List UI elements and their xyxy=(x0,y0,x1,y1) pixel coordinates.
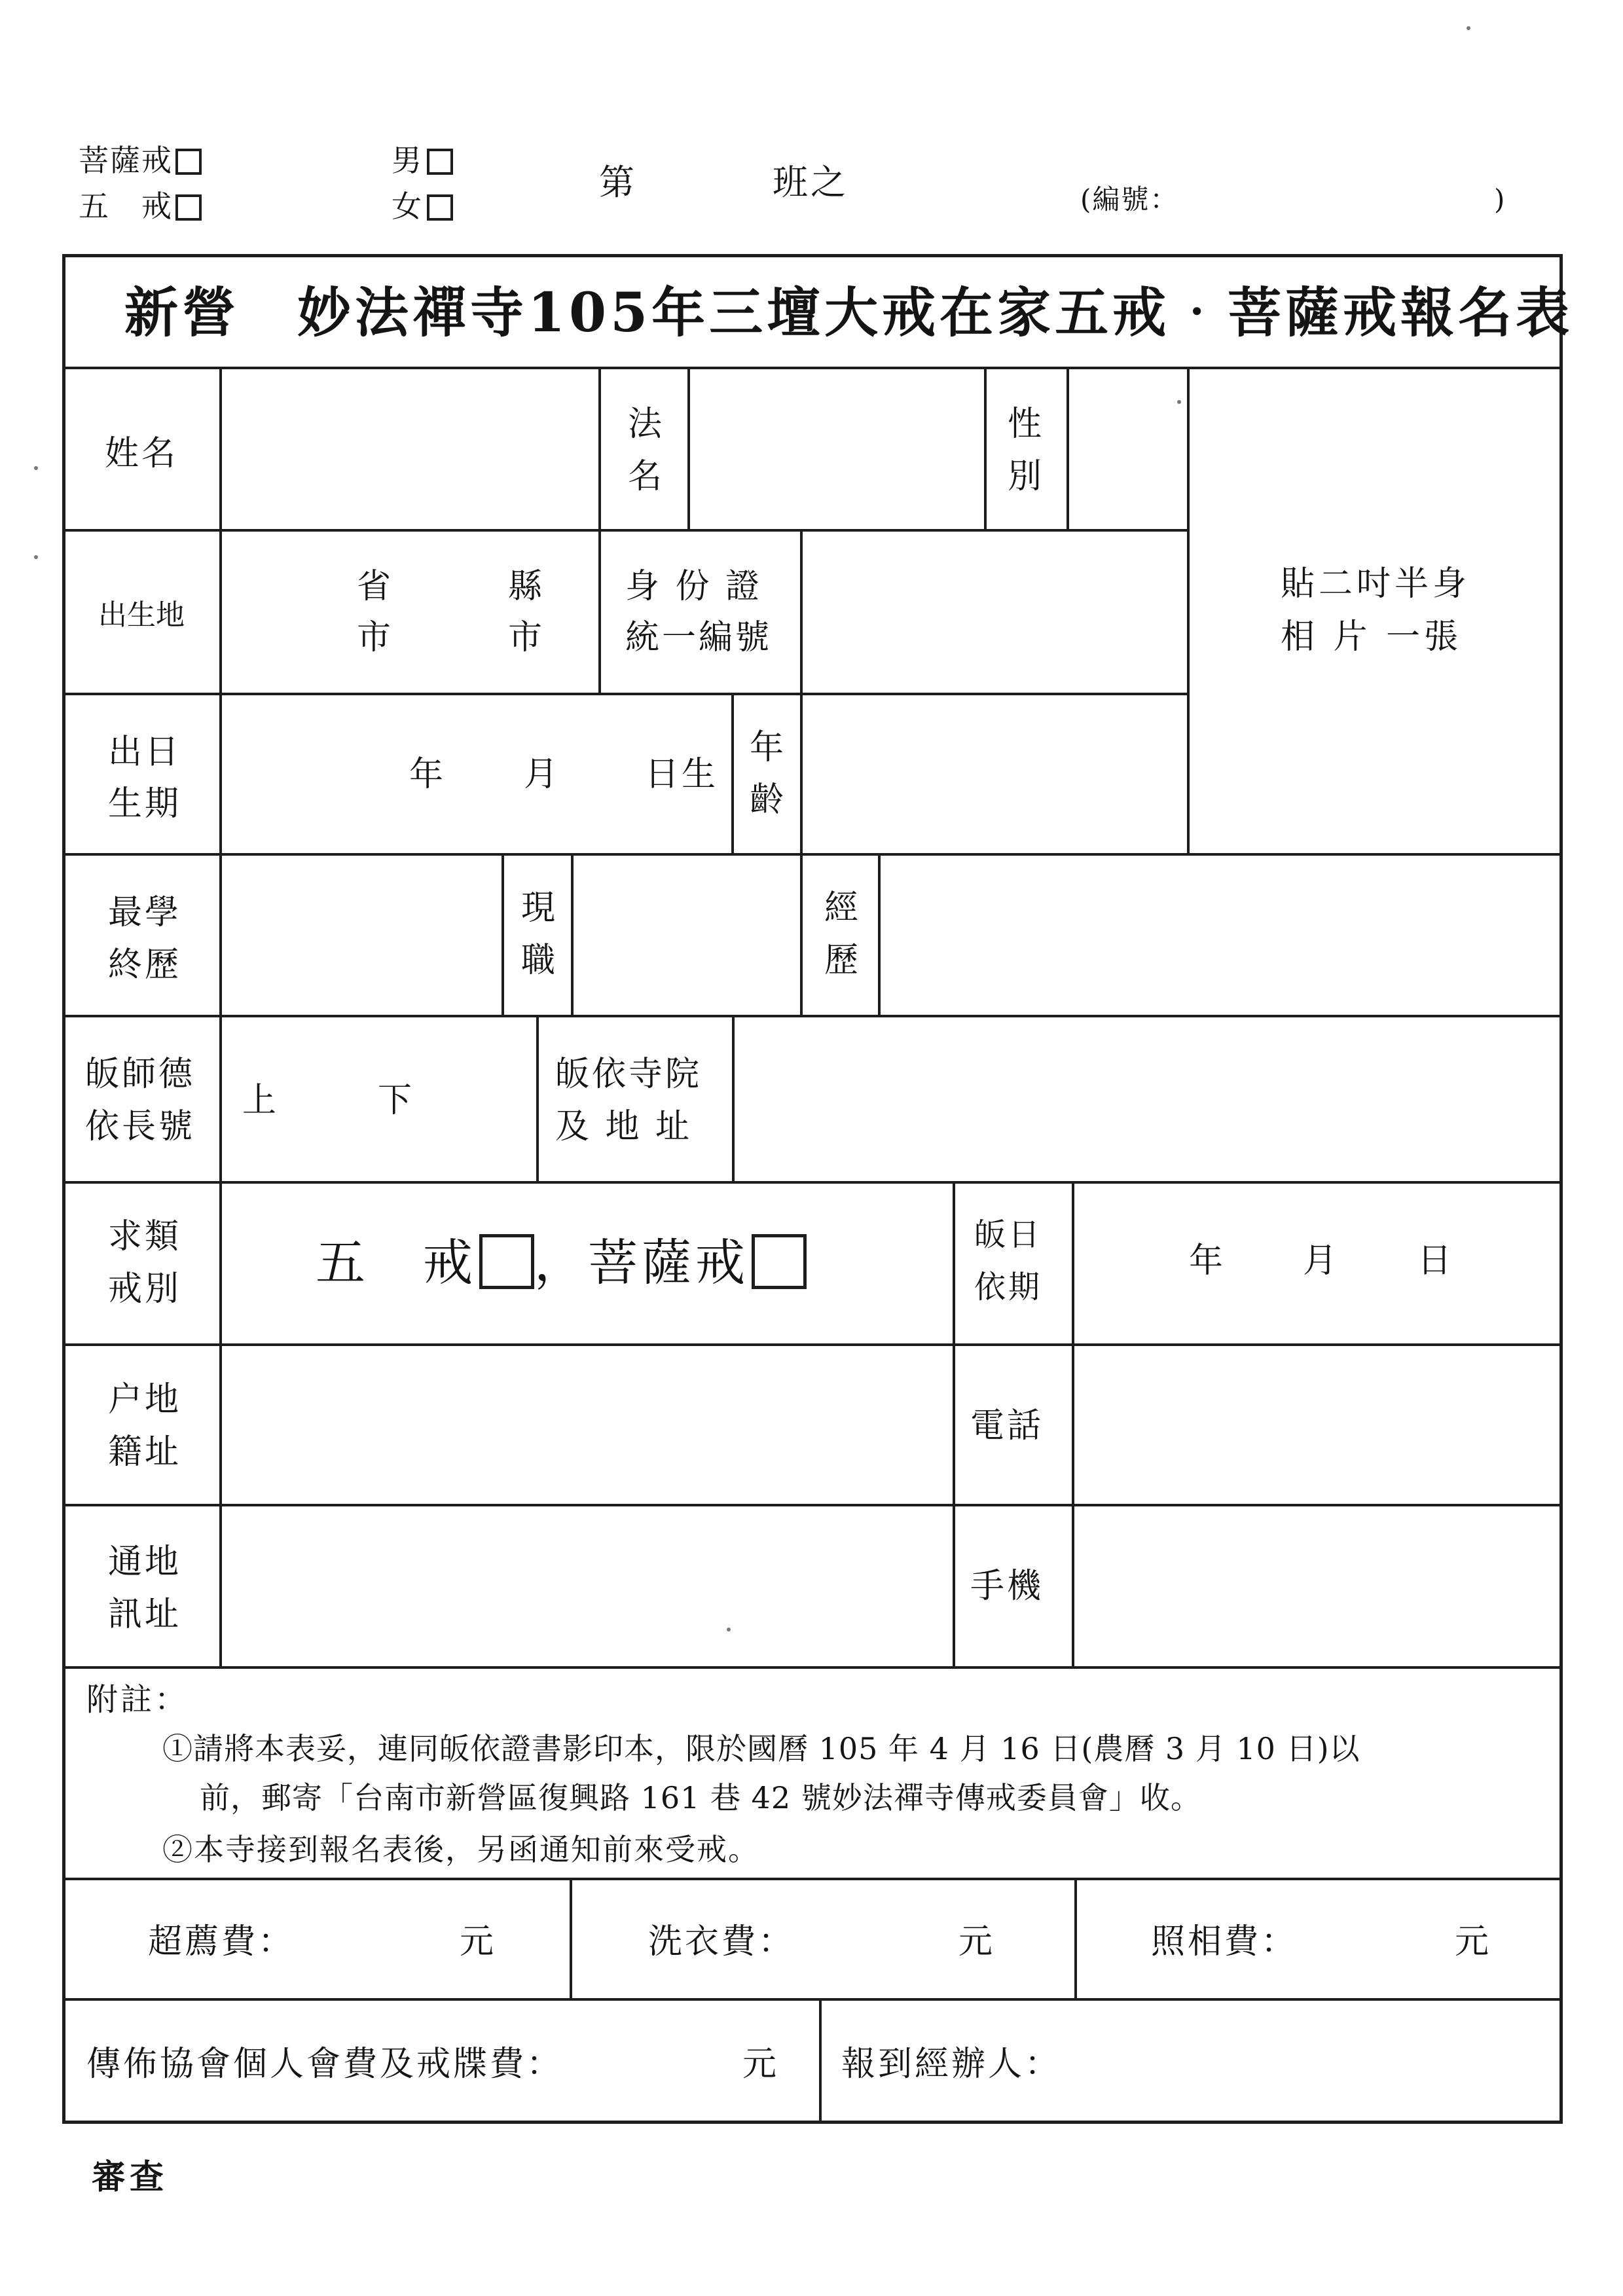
refuge-month-label: 月 xyxy=(1303,1241,1340,1281)
precept-choice xyxy=(316,1233,807,1292)
occupation-field[interactable] xyxy=(574,856,800,1015)
checkbox-bodhisattva-precepts[interactable] xyxy=(79,143,202,178)
label-sex-1: 性 xyxy=(1007,405,1042,444)
city-label-1: 市 xyxy=(357,618,394,657)
photo-instruction-line1: 貼二吋半身 xyxy=(1281,564,1471,604)
membership-fee-unit: 元 xyxy=(742,2045,780,2084)
checkbox-female[interactable] xyxy=(392,189,453,224)
birth-year-label: 年 xyxy=(409,755,447,794)
label-age-2: 齡 xyxy=(749,780,784,820)
label-mailing-address-1: 通地 xyxy=(108,1542,182,1582)
notes-heading: 附註： xyxy=(86,1681,189,1718)
photo-area[interactable] xyxy=(1190,369,1559,853)
phone-field[interactable] xyxy=(1074,1346,1559,1504)
bodhisattva-precepts-option: ，菩薩戒 xyxy=(534,1233,749,1292)
birth-month-label: 月 xyxy=(524,755,561,794)
label-sex xyxy=(995,398,1054,503)
registration-number-label: (編號： xyxy=(1080,183,1179,215)
sex-field[interactable] xyxy=(1069,369,1187,529)
refuge-date-field[interactable] xyxy=(1074,1184,1559,1343)
dharma-title-lower: 下 xyxy=(378,1081,415,1120)
label-id-number-2: 統一編號 xyxy=(625,618,773,657)
rule xyxy=(570,1878,572,1999)
refuge-day-label: 日 xyxy=(1417,1241,1455,1281)
scan-speck xyxy=(34,555,38,559)
refuge-temple-field[interactable] xyxy=(735,1017,1559,1181)
scan-speck xyxy=(34,466,38,470)
checkbox-five-precepts[interactable] xyxy=(79,189,202,224)
name-field[interactable] xyxy=(222,369,598,529)
label-refuge-temple-1: 皈依寺院 xyxy=(555,1055,702,1094)
note-2: ②本寺接到報名表後，另函通知前來受戒。 xyxy=(162,1832,759,1867)
label-refuge-date-1: 皈日 xyxy=(974,1216,1043,1253)
photo-instruction-line2: 相 片 一張 xyxy=(1281,617,1463,657)
label-memorial-fee: 超薦費： xyxy=(148,1922,295,1961)
rule xyxy=(800,853,803,1016)
education-field[interactable] xyxy=(222,856,501,1015)
mobile-field[interactable] xyxy=(1074,1506,1559,1666)
label-sex-2: 別 xyxy=(1007,457,1042,496)
mailing-address-field[interactable] xyxy=(222,1506,953,1666)
label-dharma-name-2: 名 xyxy=(627,457,662,496)
label-mailing-address-2: 訊址 xyxy=(108,1595,182,1634)
label-phone: 電話 xyxy=(970,1406,1044,1446)
scan-speck xyxy=(727,1628,731,1631)
checkbox-label: 男 xyxy=(392,143,424,178)
label-occupation xyxy=(507,882,569,987)
class-prefix: 第 xyxy=(599,162,637,203)
registered-address-field[interactable] xyxy=(222,1346,953,1504)
rule xyxy=(953,1181,955,1667)
refuge-master-field[interactable] xyxy=(222,1017,536,1181)
checkbox-label: 五 戒 xyxy=(79,189,173,224)
note-1b: 前，郵寄「台南市新營區復興路 161 巷 42 號妙法禪寺傳戒委員會」收。 xyxy=(200,1780,1201,1815)
rule xyxy=(984,367,987,530)
bodhisattva-precepts-checkbox[interactable] xyxy=(752,1234,807,1289)
scan-speck xyxy=(1467,26,1470,30)
label-experience-1: 經 xyxy=(824,888,858,928)
checkbox-square[interactable] xyxy=(427,149,453,175)
label-name: 姓名 xyxy=(105,434,179,473)
checkbox-square[interactable] xyxy=(175,149,202,175)
label-birth-date-1: 出日 xyxy=(108,733,182,772)
age-field[interactable] xyxy=(803,695,1187,853)
dharma-title-upper: 上 xyxy=(242,1081,280,1120)
label-check-in-handler: 報到經辦人： xyxy=(841,2045,1062,2084)
label-membership-fee: 傳佈協會個人會費及戒牒費： xyxy=(86,2045,564,2084)
laundry-fee-unit: 元 xyxy=(958,1922,996,1961)
label-laundry-fee: 洗衣費： xyxy=(648,1922,795,1961)
label-birthplace: 出生地 xyxy=(98,598,185,632)
label-age-1: 年 xyxy=(749,728,784,767)
rule xyxy=(536,1015,539,1182)
membership-fee-field[interactable] xyxy=(589,2001,733,2123)
rule xyxy=(731,693,734,854)
check-in-handler-field[interactable] xyxy=(1080,2001,1559,2123)
rule xyxy=(819,1998,822,2123)
class-suffix: 班之 xyxy=(773,162,848,203)
label-photo-fee: 照相費： xyxy=(1151,1922,1298,1961)
dharma-name-field[interactable] xyxy=(690,369,984,529)
label-experience-2: 歷 xyxy=(824,941,858,980)
registration-number-close: ) xyxy=(1494,183,1508,215)
label-occupation-2: 職 xyxy=(520,941,555,980)
label-experience xyxy=(807,882,876,987)
birth-day-label: 日生 xyxy=(645,755,719,794)
label-dharma-name-1: 法 xyxy=(627,405,662,444)
five-precepts-checkbox[interactable] xyxy=(479,1234,534,1289)
rule xyxy=(598,367,601,694)
rule xyxy=(501,853,504,1016)
rule xyxy=(62,1666,1563,1669)
label-refuge-date-2: 依期 xyxy=(974,1269,1043,1305)
review-label: 審查 xyxy=(92,2157,168,2197)
label-precept-type-1: 求類 xyxy=(108,1217,182,1256)
label-refuge-temple-2: 及 地 址 xyxy=(555,1107,693,1146)
label-education-1: 最學 xyxy=(108,893,182,932)
form-title: 新營 妙法禪寺105年三壇大戒在家五戒‧菩薩戒報名表 xyxy=(124,282,1574,344)
scan-speck xyxy=(1177,400,1181,404)
province-label: 省 xyxy=(357,567,394,606)
label-occupation-1: 現 xyxy=(520,888,555,928)
photo-fee-field[interactable] xyxy=(1362,1880,1447,1998)
photo-fee-unit: 元 xyxy=(1455,1922,1492,1961)
label-birth-date-2: 生期 xyxy=(108,784,182,824)
refuge-year-label: 年 xyxy=(1189,1241,1226,1281)
label-age xyxy=(736,721,797,826)
county-label: 縣 xyxy=(508,567,545,606)
checkbox-square[interactable] xyxy=(427,194,453,221)
label-mobile: 手機 xyxy=(970,1567,1044,1606)
rule xyxy=(62,1878,1563,1880)
id-number-field[interactable] xyxy=(803,532,1187,693)
label-refuge-master-1: 皈師德 xyxy=(85,1055,196,1094)
experience-field[interactable] xyxy=(881,856,1559,1015)
label-id-number-1: 身 份 證 xyxy=(625,567,763,606)
memorial-fee-field[interactable] xyxy=(367,1880,452,1998)
note-1a: ①請將本表妥，連同皈依證書影印本，限於國曆 105 年 4 月 16 日(農曆 3 月 10 日)以 xyxy=(162,1731,1360,1766)
checkbox-label: 女 xyxy=(392,189,424,224)
label-education-2: 終歷 xyxy=(108,945,182,985)
label-dharma-name xyxy=(615,398,674,503)
city-label-2: 市 xyxy=(508,618,545,657)
five-precepts-option: 五 戒 xyxy=(316,1233,477,1292)
checkbox-label: 菩薩戒 xyxy=(79,143,173,178)
memorial-fee-unit: 元 xyxy=(460,1922,497,1961)
label-precept-type-2: 戒別 xyxy=(108,1269,182,1309)
label-registered-address-2: 籍址 xyxy=(108,1432,182,1472)
label-registered-address-1: 户地 xyxy=(108,1380,182,1419)
checkbox-male[interactable] xyxy=(392,143,453,178)
rule xyxy=(1074,1878,1077,1999)
laundry-fee-field[interactable] xyxy=(864,1880,949,1998)
checkbox-square[interactable] xyxy=(175,194,202,221)
label-refuge-master-2: 依長號 xyxy=(85,1107,196,1146)
